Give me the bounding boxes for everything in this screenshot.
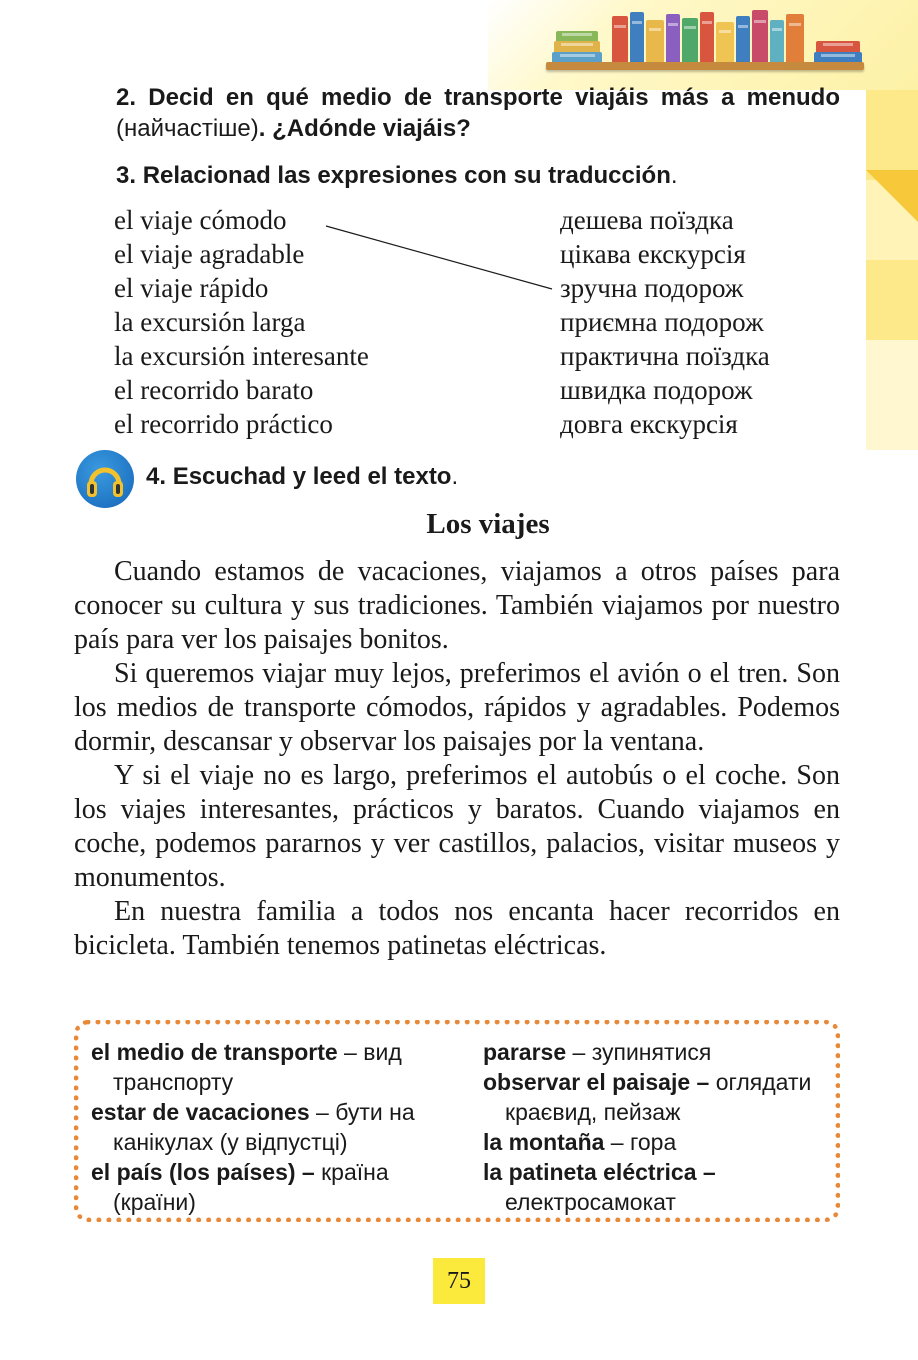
spanish-item: el recorrido barato <box>114 375 314 405</box>
vocab-entry <box>91 1097 443 1157</box>
vocab-separator: – <box>309 1099 336 1125</box>
reading-paragraph: Si queremos viajar muy lejos, preferimos el avión o el tren. Son los medios de transporte cómodos, rápidos y agradables. Podemos dormir, descansar y observar los paisajes por la ventana. <box>74 658 840 757</box>
vocab-translation: вид транспорту <box>113 1039 402 1095</box>
vocab-entry <box>91 1157 443 1217</box>
vocabulary-right-column <box>483 1037 829 1217</box>
reading-paragraph: Cuando estamos de vacaciones, viajamos a otros países para conocer su cultura y sus tradiciones. También viajamos por nuestro país para ver los paisajes bonitos. <box>74 556 840 655</box>
vocab-translation: зупинятися <box>591 1039 712 1065</box>
ukrainian-item: практична поїздка <box>560 341 770 371</box>
task-2-translation: (найчастіше) <box>116 115 259 142</box>
ukrainian-item: довга екскурсія <box>560 409 738 439</box>
vocabulary-box <box>74 1020 840 1222</box>
vocab-separator: – <box>337 1039 364 1065</box>
vocab-term: pararse <box>483 1039 567 1065</box>
spanish-item: el viaje rápido <box>114 273 269 303</box>
vocab-term: observar el paisaje – <box>483 1069 710 1095</box>
headphones-icon <box>76 450 134 508</box>
ukrainian-item: цікава екскурсія <box>560 239 746 269</box>
spanish-item: el viaje agradable <box>114 239 305 269</box>
spanish-item: la excursión interesante <box>114 341 369 371</box>
ukrainian-item: приємна подорож <box>560 307 764 337</box>
task-3-dot: . <box>670 162 678 189</box>
vocab-term: la patineta eléctrica – <box>483 1159 716 1185</box>
vocab-term: estar de vacaciones <box>91 1099 310 1125</box>
vocab-entry <box>483 1037 829 1067</box>
task-4-number: 4. <box>146 463 167 490</box>
task-4 <box>146 461 458 492</box>
page-number: 75 <box>433 1258 485 1304</box>
task-2-question: . ¿Adónde viajáis? <box>258 115 471 142</box>
vocab-entry <box>483 1067 829 1127</box>
ukrainian-item: дешева поїздка <box>560 205 734 235</box>
task-4-instruction: Escuchad y leed el texto <box>172 463 452 490</box>
task-4-dot: . <box>451 463 459 490</box>
vocab-entry <box>483 1127 829 1157</box>
vocabulary-left-column <box>91 1037 443 1217</box>
vocab-entry <box>483 1157 829 1217</box>
reading-paragraph: Y si el viaje no es largo, preferimos el autobús o el coche. Son los viajes interesantes, prácticos y baratos. Cuando viajamos en coche, podemos pararnos y ver castillos, palacios, visitar museos y monumentos. <box>74 760 840 893</box>
spanish-item: la excursión larga <box>114 307 306 337</box>
spanish-item: el recorrido práctico <box>114 409 333 439</box>
reading-title: Los viajes <box>426 508 550 540</box>
task-3-number: 3. <box>116 162 137 189</box>
vocab-entry <box>91 1037 443 1097</box>
reading-text <box>74 555 840 963</box>
vocab-translation: гора <box>630 1129 677 1155</box>
side-stripe-4 <box>866 340 918 450</box>
spanish-item: el viaje cómodo <box>114 205 287 235</box>
task-2-number: 2. <box>116 84 137 111</box>
vocab-term: el país (los países) – <box>91 1159 315 1185</box>
vocab-translation: бути на канікулах (у відпустці) <box>113 1099 415 1155</box>
vocab-translation: країна (країни) <box>113 1159 389 1215</box>
vocab-translation: електросамокат <box>505 1189 676 1215</box>
vocab-term: el medio de transporte <box>91 1039 338 1065</box>
vocab-separator: – <box>604 1129 630 1155</box>
task-3-instruction: Relacionad las expresiones con su traducción <box>142 162 671 189</box>
ukrainian-item: швидка подорож <box>560 375 753 405</box>
reading-paragraph: En nuestra familia a todos nos encanta hacer recorridos en bicicleta. También tenemos patinetas eléctricas. <box>74 896 840 961</box>
example-connector-line <box>0 0 918 320</box>
vocab-separator: – <box>566 1039 592 1065</box>
ukrainian-item: зручна подорож <box>560 273 744 303</box>
vocab-translation: оглядати краєвид, пейзаж <box>505 1069 812 1125</box>
vocab-term: la montaña <box>483 1129 605 1155</box>
task-2-instruction: Decid en qué medio de transporte viajáis más a menudo <box>148 84 840 111</box>
